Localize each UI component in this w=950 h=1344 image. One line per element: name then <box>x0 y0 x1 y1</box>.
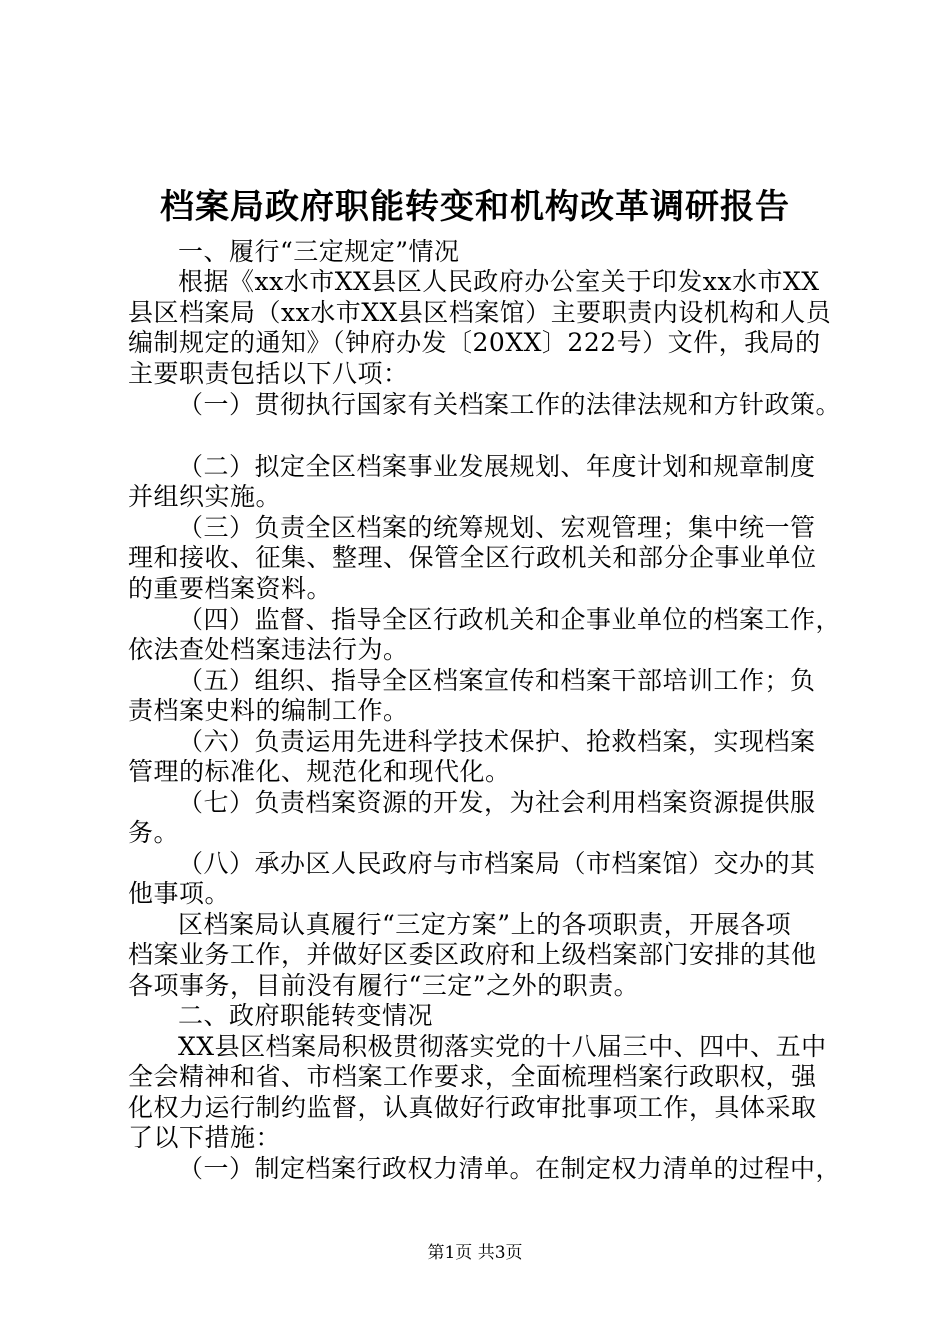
paragraph-line: 县区档案局（xx水市XX县区档案馆）主要职责内设机构和人员 <box>128 298 832 327</box>
paragraph-line: 并组织实施。 <box>128 482 282 511</box>
paragraph-line: 责档案史料的编制工作。 <box>128 696 409 725</box>
list-item-1: （一）贯彻执行国家有关档案工作的法律法规和方针政策。 <box>178 390 842 419</box>
list-item-8: （八）承办区人民政府与市档案局（市档案馆）交办的其 <box>178 849 816 878</box>
paragraph-line: 根据《xx水市XX县区人民政府办公室关于印发xx水市XX <box>178 267 820 296</box>
document-title: 档案局政府职能转变和机构改革调研报告 <box>160 187 790 227</box>
section-heading-1: 一、履行“三定规定”情况 <box>178 237 460 266</box>
list-item-6: （六）负责运用先进科学技术保护、抢救档案，实现档案 <box>178 727 816 756</box>
paragraph-line: 了以下措施： <box>128 1123 282 1152</box>
paragraph-line: 全会精神和省、市档案工作要求，全面梳理档案行政职权，强 <box>128 1062 817 1091</box>
paragraph-line: 务。 <box>128 818 180 847</box>
page-footer: 第1页 共3页 <box>427 1243 523 1263</box>
paragraph-line: 管理的标准化、规范化和现代化。 <box>128 757 511 786</box>
paragraph-line: 的重要档案资料。 <box>128 574 333 603</box>
section-heading-2: 二、政府职能转变情况 <box>178 1001 434 1030</box>
paragraph-line: 区档案局认真履行“三定方案”上的各项职责，开展各项 <box>178 910 792 939</box>
list-item-5: （五）组织、指导全区档案宣传和档案干部培训工作；负 <box>178 666 816 695</box>
paragraph-line: 他事项。 <box>128 879 231 908</box>
list-item-2: （二）拟定全区档案事业发展规划、年度计划和规章制度 <box>178 452 816 481</box>
paragraph-line: 主要职责包括以下八项： <box>128 359 409 388</box>
paragraph-line: 各项事务，目前没有履行“三定”之外的职责。 <box>128 971 640 1000</box>
list-item-1: （一）制定档案行政权力清单。在制定权力清单的过程中， <box>178 1154 842 1183</box>
paragraph-line: 编制规定的通知》（钟府办发〔20XX〕222号）文件，我局的 <box>128 328 821 357</box>
list-item-3: （三）负责全区档案的统筹规划、宏观管理；集中统一管 <box>178 513 816 542</box>
paragraph-line: 档案业务工作，并做好区委区政府和上级档案部门安排的其他 <box>128 940 817 969</box>
paragraph-line: 理和接收、征集、整理、保管全区行政机关和部分企事业单位 <box>128 543 817 572</box>
paragraph-line: XX县区档案局积极贯彻落实党的十八届三中、四中、五中 <box>178 1032 827 1061</box>
paragraph-line: 化权力运行制约监督，认真做好行政审批事项工作，具体采取 <box>128 1093 817 1122</box>
list-item-7: （七）负责档案资源的开发，为社会利用档案资源提供服 <box>178 788 816 817</box>
paragraph-line: 依法查处档案违法行为。 <box>128 635 409 664</box>
list-item-4: （四）监督、指导全区行政机关和企事业单位的档案工作， <box>178 605 842 634</box>
